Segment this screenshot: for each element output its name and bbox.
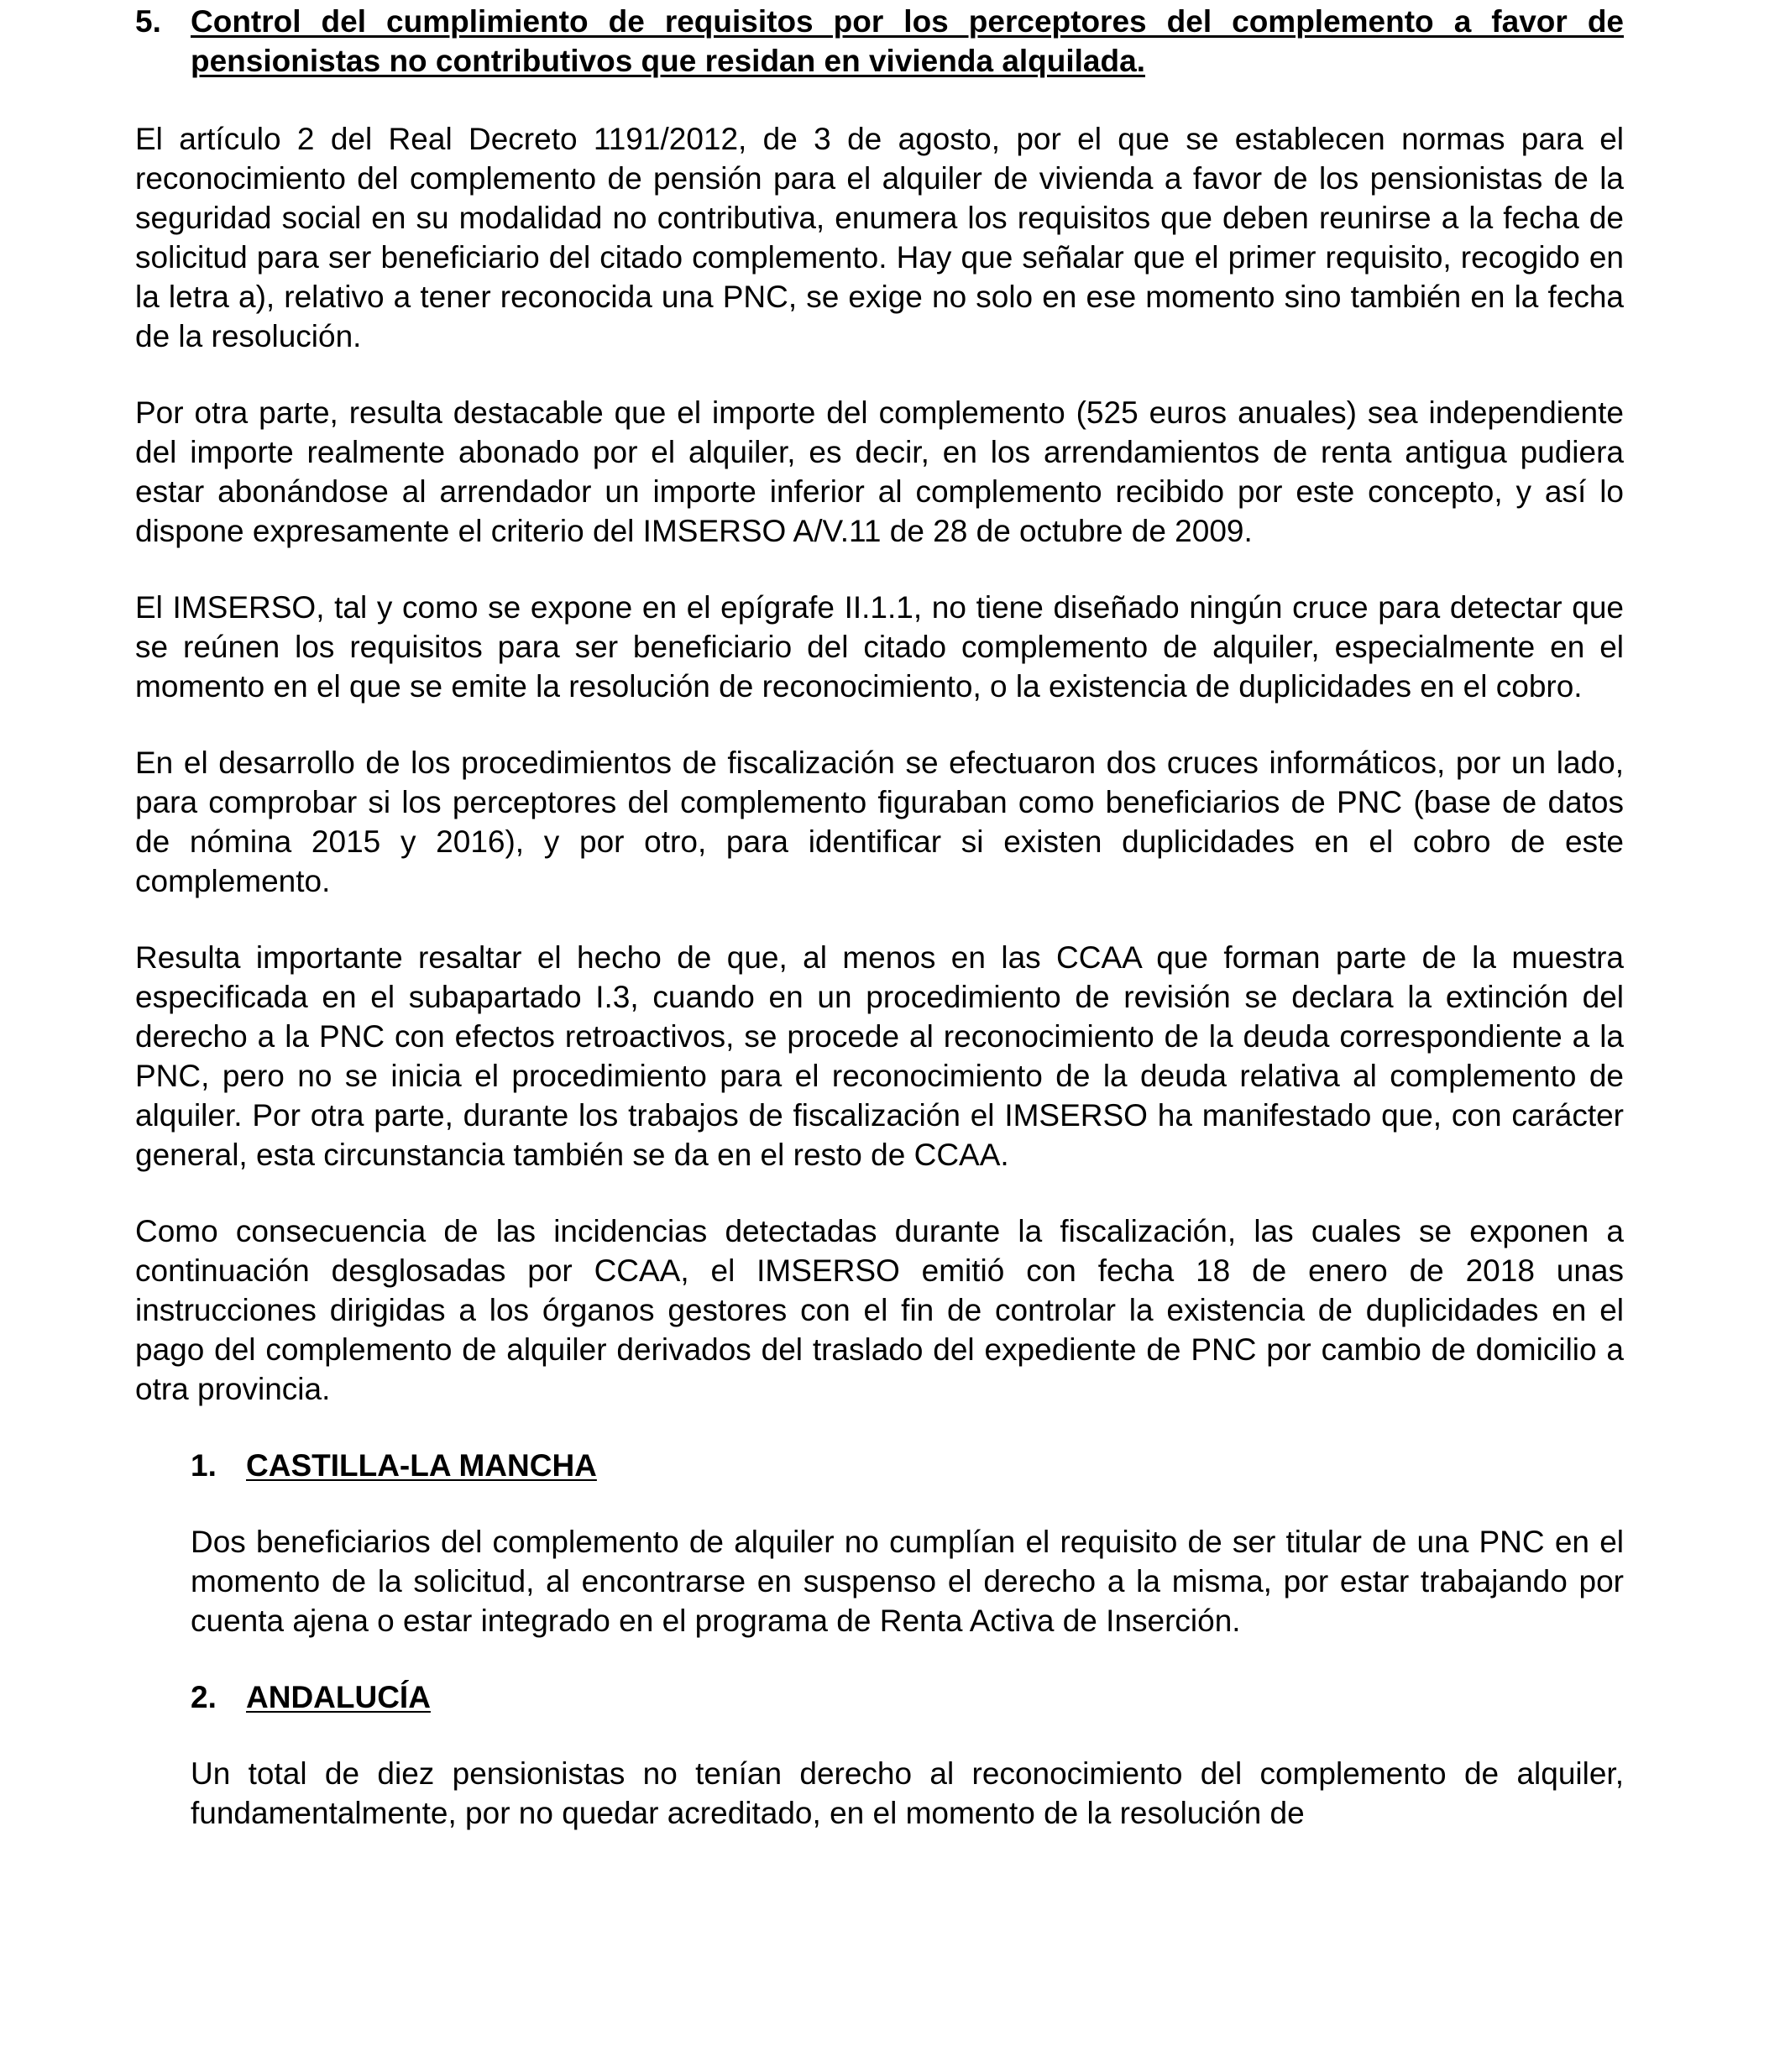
subsection-title: ANDALUCÍA xyxy=(246,1680,431,1714)
paragraph-2: Por otra parte, resulta destacable que el importe del complemento (525 euros anuales) sea independiente del importe realmente abonado por el alquiler, es decir, en los arrendamientos de renta antigua pudiera estar abonándose al arrendador un importe inferior al complemento recibido por este concepto, y así lo dispone expresamente el criterio del IMSERSO A/V.11 de 28 de octubre de 2009. xyxy=(135,395,1624,548)
subsection-heading xyxy=(135,1446,1624,1485)
section-title: Control del cumplimiento de requisitos por los perceptores del complemento a favor de pensionistas no contributivos que residan en vivienda alquilada. xyxy=(191,4,1624,78)
subsection-number: 1. xyxy=(191,1448,217,1483)
section-heading xyxy=(135,0,1624,81)
subsection-paragraph: Dos beneficiarios del complemento de alquiler no cumplían el requisito de ser titular de una PNC en el momento de la solicitud, al encontrarse en suspenso el derecho a la misma, por estar trabajando por cuenta ajena o estar integrado en el programa de Renta Activa de Inserción. xyxy=(191,1525,1624,1638)
subsection-number: 2. xyxy=(191,1680,217,1714)
subsection-title: CASTILLA-LA MANCHA xyxy=(246,1448,597,1483)
paragraph-1: El artículo 2 del Real Decreto 1191/2012, de 3 de agosto, por el que se establecen normas para el reconocimiento del complemento de pensión para el alquiler de vivienda a favor de los pensionistas de la seguridad social en su modalidad no contributiva, enumera los requisitos que deben reunirse a la fecha de solicitud para ser beneficiario del citado complemento. Hay que señalar que el primer requisito, recogido en la letra a), relativo a tener reconocida una PNC, se exige no solo en ese momento sino también en la fecha de la resolución. xyxy=(135,122,1624,353)
paragraph-5: Resulta importante resaltar el hecho de que, al menos en las CCAA que forman parte de la muestra especificada en el subapartado I.3, cuando en un procedimiento de revisión se declara la extinción del derecho a la PNC con efectos retroactivos, se procede al reconocimiento de la deuda correspondiente a la PNC, pero no se inicia el procedimiento para el reconocimiento de la deuda relativa al complemento de alquiler. Por otra parte, durante los trabajos de fiscalización el IMSERSO ha manifestado que, con carácter general, esta circunstancia también se da en el resto de CCAA. xyxy=(135,940,1624,1172)
subsection-heading xyxy=(135,1677,1624,1717)
paragraph-3: El IMSERSO, tal y como se expone en el epígrafe II.1.1, no tiene diseñado ningún cruce para detectar que se reúnen los requisitos para ser beneficiario del citado complemento de alquiler, especialmente en el momento en el que se emite la resolución de reconocimiento, o la existencia de duplicidades en el cobro. xyxy=(135,590,1624,704)
subsection-paragraph: Un total de diez pensionistas no tenían derecho al reconocimiento del complemento de alquiler, fundamentalmente, por no quedar acreditado, en el momento de la resolución de xyxy=(191,1756,1624,1830)
section-number: 5. xyxy=(135,4,161,39)
paragraph-4: En el desarrollo de los procedimientos de fiscalización se efectuaron dos cruces informáticos, por un lado, para comprobar si los perceptores del complemento figuraban como beneficiarios de PNC (base de datos de nómina 2015 y 2016), y por otro, para identificar si existen duplicidades en el cobro de este complemento. xyxy=(135,746,1624,898)
paragraph-6: Como consecuencia de las incidencias detectadas durante la fiscalización, las cuales se exponen a continuación desglosadas por CCAA, el IMSERSO emitió con fecha 18 de enero de 2018 unas instrucciones dirigidas a los órganos gestores con el fin de controlar la existencia de duplicidades en el pago del complemento de alquiler derivados del traslado del expediente de PNC por cambio de domicilio a otra provincia. xyxy=(135,1214,1624,1406)
